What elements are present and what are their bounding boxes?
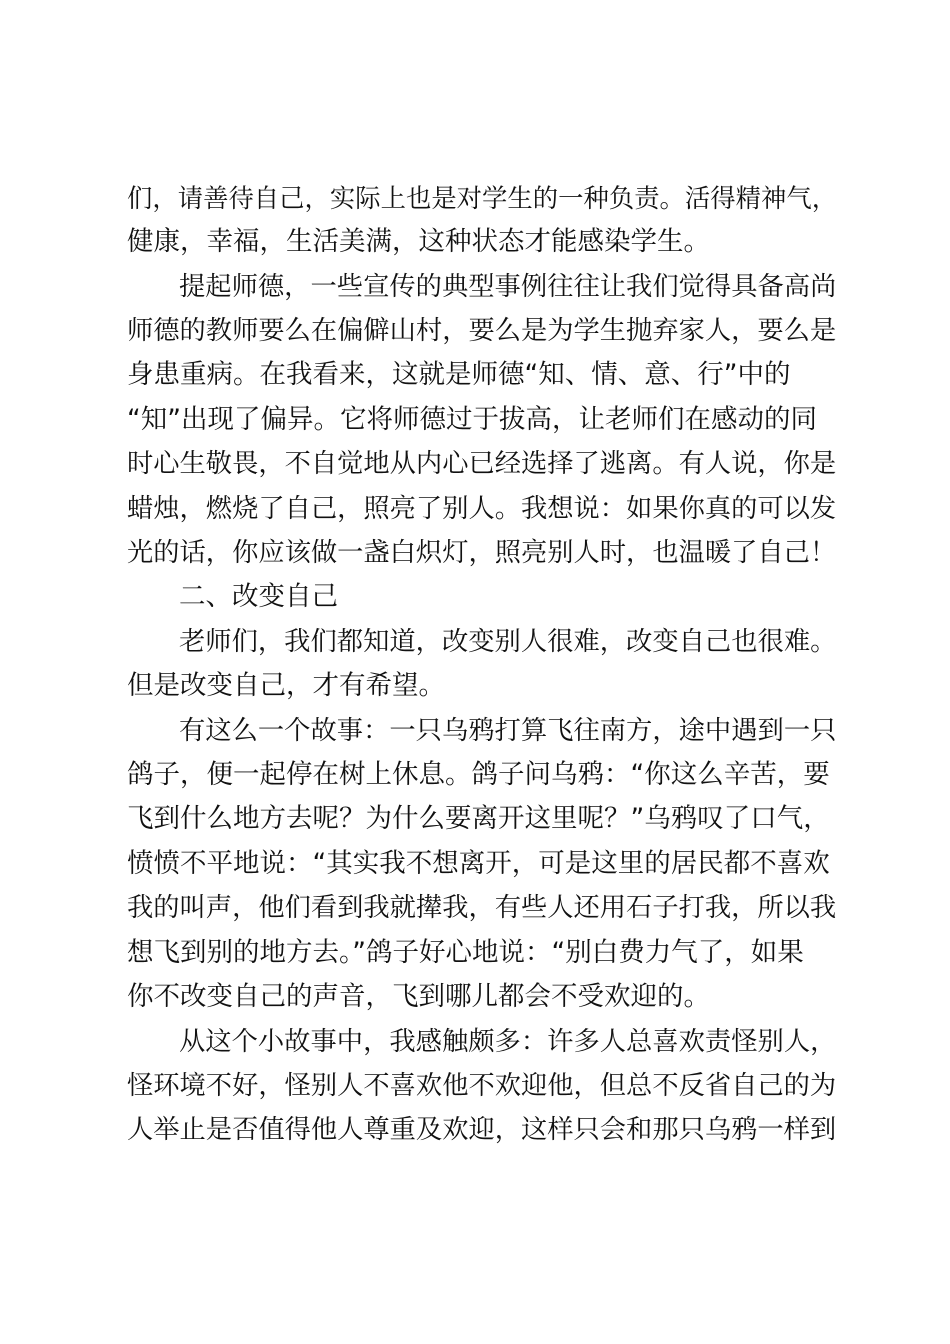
text-line: 鸽子，便一起停在树上休息。鸽子问乌鸦：“你这么辛苦，要 (127, 759, 830, 790)
paragraph-first-line: 提起师德，一些宣传的典型事例往往让我们觉得具备高尚 (179, 272, 837, 302)
text-line: 但是改变自己，才有希望。 (127, 670, 445, 701)
text-line: 想飞到别的地方去。”鸽子好心地说：“别白费力气了，如果 (127, 937, 804, 968)
text-line: “知”出现了偏异。它将师德过于拔高，让老师们在感动的同 (127, 404, 817, 435)
text-line: 健康，幸福，生活美满，这种状态才能感染学生。 (127, 226, 710, 257)
paragraph-first-line: 有这么一个故事：一只乌鸦打算飞往南方，途中遇到一只 (179, 716, 837, 746)
text-line: 师德的教师要么在偏僻山村，要么是为学生抛弃家人，要么是 (127, 316, 837, 346)
section-heading: 二、改变自己 (179, 581, 338, 612)
text-line: 愤愤不平地说：“其实我不想离开，可是这里的居民都不喜欢 (127, 848, 830, 879)
paragraph-first-line: 从这个小故事中，我感触颇多：许多人总喜欢责怪别人， (179, 1027, 837, 1057)
text-line: 飞到什么地方去呢？为什么要离开这里呢？”乌鸦叹了口气， (127, 803, 830, 834)
text-line: 怪环境不好，怪别人不喜欢他不欢迎他，但总不反省自己的为 (127, 1071, 837, 1101)
text-line: 我的叫声，他们看到我就撵我，有些人还用石子打我，所以我 (127, 893, 837, 923)
text-line: 时心生敬畏，不自觉地从内心已经选择了逃离。有人说，你是 (127, 449, 837, 479)
text-line: 蜡烛，燃烧了自己，照亮了别人。我想说：如果你真的可以发 (127, 494, 837, 524)
text-line: 们，请善待自己，实际上也是对学生的一种负责。活得精神气， (127, 183, 838, 213)
text-line: 人举止是否值得他人尊重及欢迎，这样只会和那只乌鸦一样到 (127, 1115, 837, 1145)
text-line: 光的话，你应该做一盏白炽灯，照亮别人时，也温暖了自己！ (127, 538, 837, 568)
text-line: 你不改变自己的声音，飞到哪儿都会不受欢迎的。 (127, 981, 710, 1012)
text-line: 身患重病。在我看来，这就是师德“知、情、意、行”中的 (127, 359, 791, 390)
paragraph-first-line: 老师们，我们都知道，改变别人很难，改变自己也很难。 (179, 627, 837, 657)
